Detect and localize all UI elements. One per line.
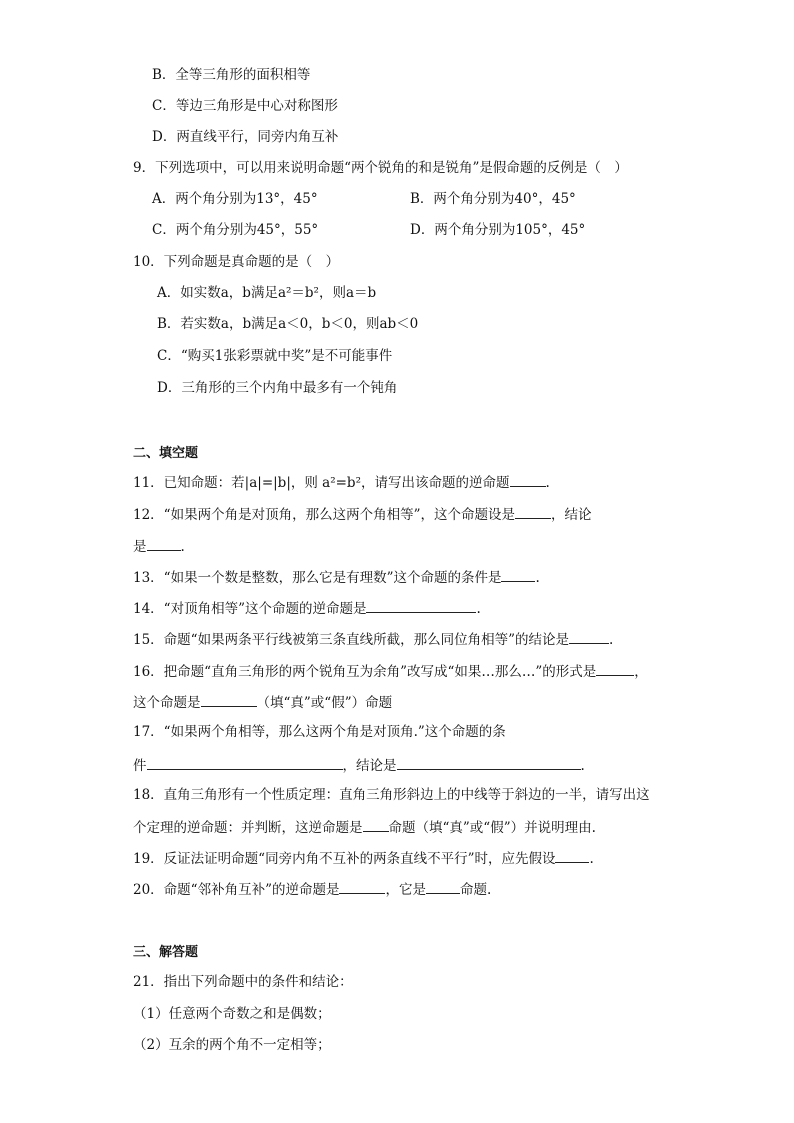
q17-line2 [133,755,585,775]
q18-line2 [133,817,596,837]
q16-line1 [133,661,648,681]
q16-line2 [133,692,392,712]
q18-blank[interactable] [363,817,389,832]
q10-option-c: C．“购买1张彩票就中奖”是不可能事件 [157,348,393,364]
q20-blank-truth[interactable] [426,879,460,894]
q9-option-a: A．两个角分别为13°，45° [152,191,318,207]
q8-option-b: B．全等三角形的面积相等 [152,67,311,83]
q11-text: 11．已知命题：若|a|=|b|，则 a²=b²，请写出该命题的逆命题 [133,475,510,491]
q16-text2: 这个命题是 [133,695,201,711]
q21-item-2: （2）互余的两个角不一定相等； [133,1037,331,1053]
q21-item-1: （1）任意两个奇数之和是偶数； [133,1006,331,1022]
q11-end: . [545,475,550,491]
q17-line1: 17．“如果两个角相等，那么这两个角是对顶角.”这个命题的条 [133,724,506,740]
q15-blank[interactable] [569,629,609,644]
q18-line1: 18．直角三角形有一个性质定理：直角三角形斜边上的中线等于斜边的一半，请写出这 [133,787,650,803]
q16-blank-truth[interactable] [201,692,257,707]
q19-blank[interactable] [555,848,589,863]
q17-blank-conclusion[interactable] [397,755,581,770]
q14 [133,598,481,618]
q20-end: 命题. [459,882,492,898]
q12-line1 [133,504,591,524]
q9-option-d: D．两个角分别为105°，45° [410,222,586,238]
q10-option-a: A．如实数a，b满足a²＝b²，则a＝b [157,285,377,301]
q16-comma: ， [634,664,648,680]
q13-blank[interactable] [501,567,535,582]
q20-text: 20．命题“邻补角互补”的逆命题是 [133,882,340,898]
q9-option-b: B．两个角分别为40°，45° [410,191,576,207]
q14-text: 14．“对顶角相等”这个命题的逆命题是 [133,601,367,617]
q14-end: . [476,601,481,617]
q14-blank[interactable] [366,598,476,613]
q16-text: 16．把命题“直角三角形的两个锐角互为余角”改写成“如果…那么…”的形式是 [133,664,597,680]
q8-option-d: D．两直线平行，同旁内角互补 [152,129,339,145]
q11-blank[interactable] [510,472,546,487]
q17-end: . [580,758,585,774]
q10-stem: 10．下列命题是真命题的是（ ） [133,254,340,270]
q20-mid: ，它是 [385,882,426,898]
q10-option-d: D．三角形的三个内角中最多有一个钝角 [157,380,398,396]
q8-option-c: C．等边三角形是中心对称图形 [152,98,338,114]
q16-end: （填“真”或“假”）命题 [256,695,393,711]
q19-end: . [589,851,594,867]
q19-text: 19．反证法证明命题“同旁内角不互补的两条直线不平行”时，应先假设 [133,851,556,867]
q13-text: 13．“如果一个数是整数，那么它是有理数”这个命题的条件是 [133,570,502,586]
q12-blank-conclusion[interactable] [147,536,181,551]
q15 [133,629,613,649]
q20-blank-converse[interactable] [339,879,385,894]
q13-end: . [535,570,540,586]
q12-mid: ，结论 [550,507,592,523]
q9-stem: 9．下列选项中，可以用来说明命题“两个锐角的和是锐角”是假命题的反例是（ ） [133,160,628,176]
q16-blank-form[interactable] [596,661,634,676]
section-title-answer: 三、解答题 [133,945,199,960]
q18-end: 命题（填“真”或“假”）并说明理由. [388,820,596,836]
q18-text2: 个定理的逆命题：并判断，这逆命题是 [133,820,363,836]
q9-option-c: C．两个角分别为45°，55° [152,222,319,238]
q21-stem: 21．指出下列命题中的条件和结论： [133,974,353,990]
q10-option-b: B．若实数a，b满足a＜0，b＜0，则ab＜0 [157,316,419,332]
q12-blank-condition[interactable] [515,504,551,519]
q19 [133,848,594,868]
q15-text: 15．命题“如果两条平行线被第三条直线所截，那么同位角相等”的结论是 [133,632,569,648]
q15-end: . [608,632,614,648]
section-title-fill-in: 二、填空题 [133,446,199,461]
q17-blank-condition[interactable] [147,755,343,770]
q11 [133,472,550,492]
q12-text: 12．“如果两个角是对顶角，那么这两个角相等”，这个命题设是 [133,507,515,523]
q12-line2 [133,536,185,556]
q13 [133,567,540,587]
q12-text2: 是 [133,539,147,555]
q20 [133,879,491,899]
q12-end: . [180,539,185,555]
q17-text2: 件 [133,758,147,774]
q17-mid: ，结论是 [342,758,397,774]
